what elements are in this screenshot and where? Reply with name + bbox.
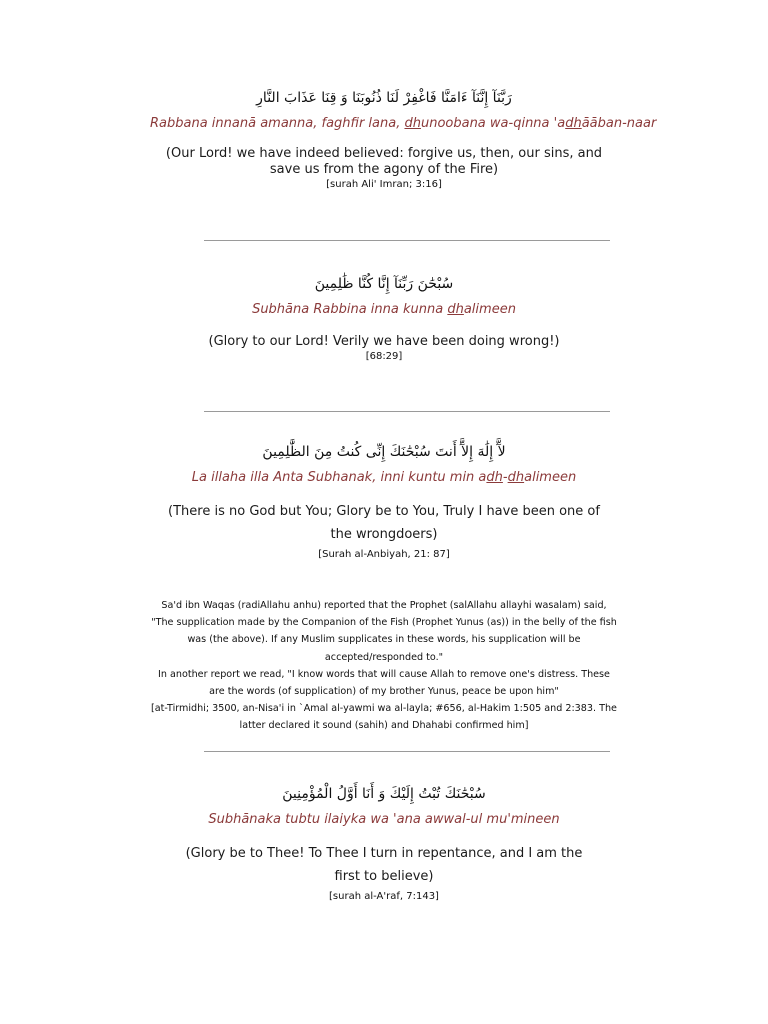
translit-part: La illaha illa Anta Subhanak, inni kuntu min a (191, 470, 487, 485)
arabic-text: سُبْحَٰنَ رَبِّنَآ إِنَّا كُنَّا ظَٰلِمِينَ (314, 276, 454, 292)
translit-part: Rabbana innanā amanna, faghfir lana, (150, 116, 405, 131)
arabic-text: رَبَّنَآ إِنَّنَآ ءَامَنَّا فَاغْفِرْ لَنَا ذُنُوبَنَا وَ قِنَا عَذَابَ النَّارِ (256, 90, 512, 106)
divider (204, 240, 610, 241)
translit-part: Subhāna Rabbina inna kunna (252, 302, 448, 317)
translit-underlined: dh (507, 470, 525, 485)
divider (204, 411, 610, 412)
translation: (Glory be to Thee! To Thee I turn in repentance, and I am the first to believe) (185, 846, 583, 884)
translit-part: alimeen (524, 470, 577, 485)
dua-block-3 (150, 442, 618, 562)
translation: (Our Lord! we have indeed believed: forgive us, then, our sins, and save us from the agony of the Fire) (165, 146, 603, 177)
translit-underlined: dh (486, 470, 503, 485)
transliteration (150, 468, 618, 488)
translit-part: unoobana wa-qinna 'a (420, 116, 566, 131)
dua-block-1 (150, 88, 657, 192)
translation: (There is no God but You; Glory be to You, Truly I have been one of the wrongdoers) (168, 504, 600, 542)
hadith-text-1: Sa'd ibn Waqas (radiAllahu anhu) reported that the Prophet (salAllahu allayhi wasalam) said, "The supplication made by the Companion of the Fish (Prophet Yunus (as)) in the belly of the fish was (the above). If any Muslim supplicates in these words, his supplication will be accepted/responded to." (151, 600, 617, 663)
translit-part: alimeen (463, 302, 516, 317)
hadith-reference: [at-Tirmidhi; 3500, an-Nisa'i in `Amal al-yawmi wa al-layla; #656, al-Hakim 1:505 and 2:383. The latter declared it sound (sahih) and Dhahabi confirmed him] (151, 703, 617, 732)
transliteration (150, 114, 657, 134)
translation: (Glory to our Lord! Verily we have been doing wrong!) (208, 334, 560, 349)
reference: [Surah al-Anbiyah, 21: 87] (318, 549, 450, 560)
reference: [surah Ali' Imran; 3:16] (326, 179, 442, 190)
arabic-text: سُبْحَٰنَكَ تُبْتُ إِلَيْكَ وَ أَنَا أَوَّلُ الْمُؤْمِنِينَ (282, 786, 486, 802)
translit-underlined: dh (404, 116, 421, 131)
dua-block-4 (150, 784, 618, 904)
reference: [68:29] (365, 351, 403, 362)
translit-part: Subhānaka tubtu ilaiyka wa 'ana awwal-ul mu'mineen (208, 812, 560, 827)
hadith-paragraph (150, 597, 618, 735)
hadith-text-2: In another report we read, "I know words that will cause Allah to remove one's distress. These are the words (of supplication) of my brother Yunus, peace be upon him" (158, 668, 610, 698)
reference: [surah al-A'raf, 7:143] (329, 891, 439, 902)
translit-underlined: dh (565, 116, 582, 131)
transliteration (150, 810, 618, 830)
transliteration (150, 300, 618, 320)
arabic-text: لآَّ إِلَٰهَ إِلآَّ أَنتَ سُبْحَٰنَكَ إِنِّى كُنتُ مِنَ الظَّٰلِمِينَ (262, 444, 506, 460)
divider (204, 751, 610, 752)
dua-block-2 (150, 274, 618, 364)
translit-underlined: dh (447, 302, 464, 317)
translit-part: āāban-naar (581, 116, 657, 131)
translit-part: - (502, 470, 508, 485)
